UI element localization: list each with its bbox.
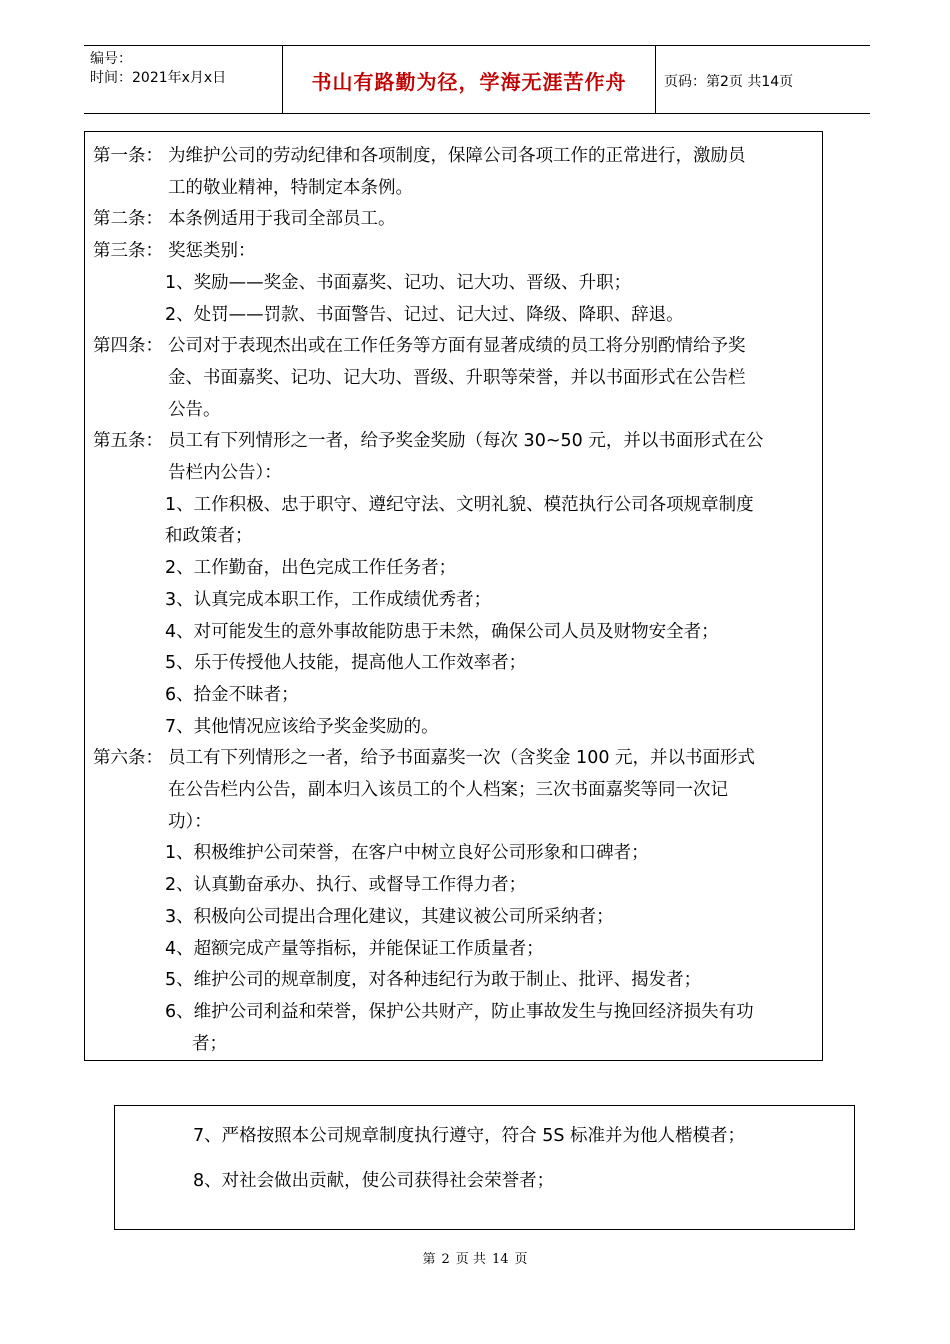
code-label: 编号： — [90, 51, 132, 67]
article-heading: 第六条： — [93, 748, 163, 769]
header-divider-left — [282, 45, 283, 113]
header-motto: 书山有路勤为径，学海无涯苦作舟 — [311, 70, 627, 94]
continuation-item: 8、对社会做出贡献，使公司获得社会荣誉者； — [193, 1171, 555, 1191]
article-list-item: 和政策者； — [165, 526, 253, 547]
article-text: 功）： — [168, 811, 212, 832]
article-text: 本条例适用于我司全部员工。 — [168, 209, 396, 230]
article-list-item: 2、工作勤奋，出色完成工作任务者； — [165, 558, 457, 579]
article-heading: 第一条： — [93, 146, 163, 166]
article-list-item: 7、其他情况应该给予奖金奖励的。 — [165, 716, 439, 737]
article-list-item: 2、认真勤奋承办、执行、或督导工作得力者； — [165, 875, 527, 896]
header-top-rule — [84, 45, 870, 46]
article-text: 为维护公司的劳动纪律和各项制度，保障公司各项工作的正常进行，激励员 — [168, 146, 746, 166]
article-list-item: 1、积极维护公司荣誉，在客户中树立良好公司形象和口碑者； — [165, 843, 649, 864]
header-page-number: 页码：第2页 共14页 — [664, 74, 794, 90]
article-list-item: 者； — [192, 1033, 227, 1054]
article-list-item: 3、认真完成本职工作，工作成绩优秀者； — [165, 589, 492, 610]
article-text: 奖惩类别： — [168, 241, 256, 262]
page-footer: 第 2 页 共 14 页 — [422, 1252, 528, 1267]
article-text: 在公告栏内公告，副本归入该员工的个人档案；三次书面嘉奖等同一次记 — [168, 780, 728, 800]
footer-page: 2 — [441, 1252, 450, 1267]
footer-total: 14 — [491, 1252, 509, 1267]
header-bottom-rule — [84, 113, 870, 114]
header-divider-right — [655, 45, 656, 113]
article-list-item: 1、奖励——奖金、书面嘉奖、记功、记大功、晋级、升职； — [165, 272, 632, 293]
article-list-item: 6、维护公司利益和荣誉，保护公共财产，防止事故发生与挽回经济损失有功 — [165, 1001, 754, 1022]
article-list-item: 5、乐于传授他人技能，提高他人工作效率者； — [165, 653, 527, 674]
article-text: 员工有下列情形之一者，给予书面嘉奖一次（含奖金 100 元，并以书面形式 — [168, 748, 756, 769]
article-list-item: 4、超额完成产量等指标，并能保证工作质量者； — [165, 938, 544, 959]
article-text: 公司对于表现杰出或在工作任务等方面有显著成绩的员工将分别酌情给予奖 — [168, 336, 746, 357]
date-label: 时间：2021年x月x日 — [90, 70, 227, 86]
article-text: 金、书面嘉奖、记功、记大功、晋级、升职等荣誉，并以书面形式在公告栏 — [168, 367, 746, 388]
article-heading: 第二条： — [93, 209, 163, 230]
article-list-item: 4、对可能发生的意外事故能防患于未然，确保公司人员及财物安全者； — [165, 621, 719, 642]
article-heading: 第三条： — [93, 241, 163, 262]
continuation-item: 7、严格按照本公司规章制度执行遵守，符合 5S 标准并为他人楷模者； — [193, 1126, 745, 1146]
article-list-item: 5、维护公司的规章制度，对各种违纪行为敢于制止、批评、揭发者； — [165, 970, 702, 991]
article-list-item: 6、拾金不昧者； — [165, 684, 299, 705]
article-list-item: 1、工作积极、忠于职守、遵纪守法、文明礼貌、模范执行公司各项规章制度 — [165, 494, 754, 515]
article-heading: 第五条： — [93, 431, 163, 452]
article-heading: 第四条： — [93, 336, 163, 357]
article-list-item: 3、积极向公司提出合理化建议，其建议被公司所采纳者； — [165, 906, 614, 927]
article-text: 工的敬业精神，特制定本条例。 — [168, 177, 413, 198]
header-meta — [90, 50, 226, 88]
article-text: 员工有下列情形之一者，给予奖金奖励（每次 30~50 元，并以书面形式在公 — [168, 431, 764, 452]
article-list-item: 2、处罚——罚款、书面警告、记过、记大过、降级、降职、辞退。 — [165, 304, 684, 325]
article-text: 告栏内公告）： — [168, 463, 282, 483]
article-text: 公告。 — [168, 399, 221, 420]
